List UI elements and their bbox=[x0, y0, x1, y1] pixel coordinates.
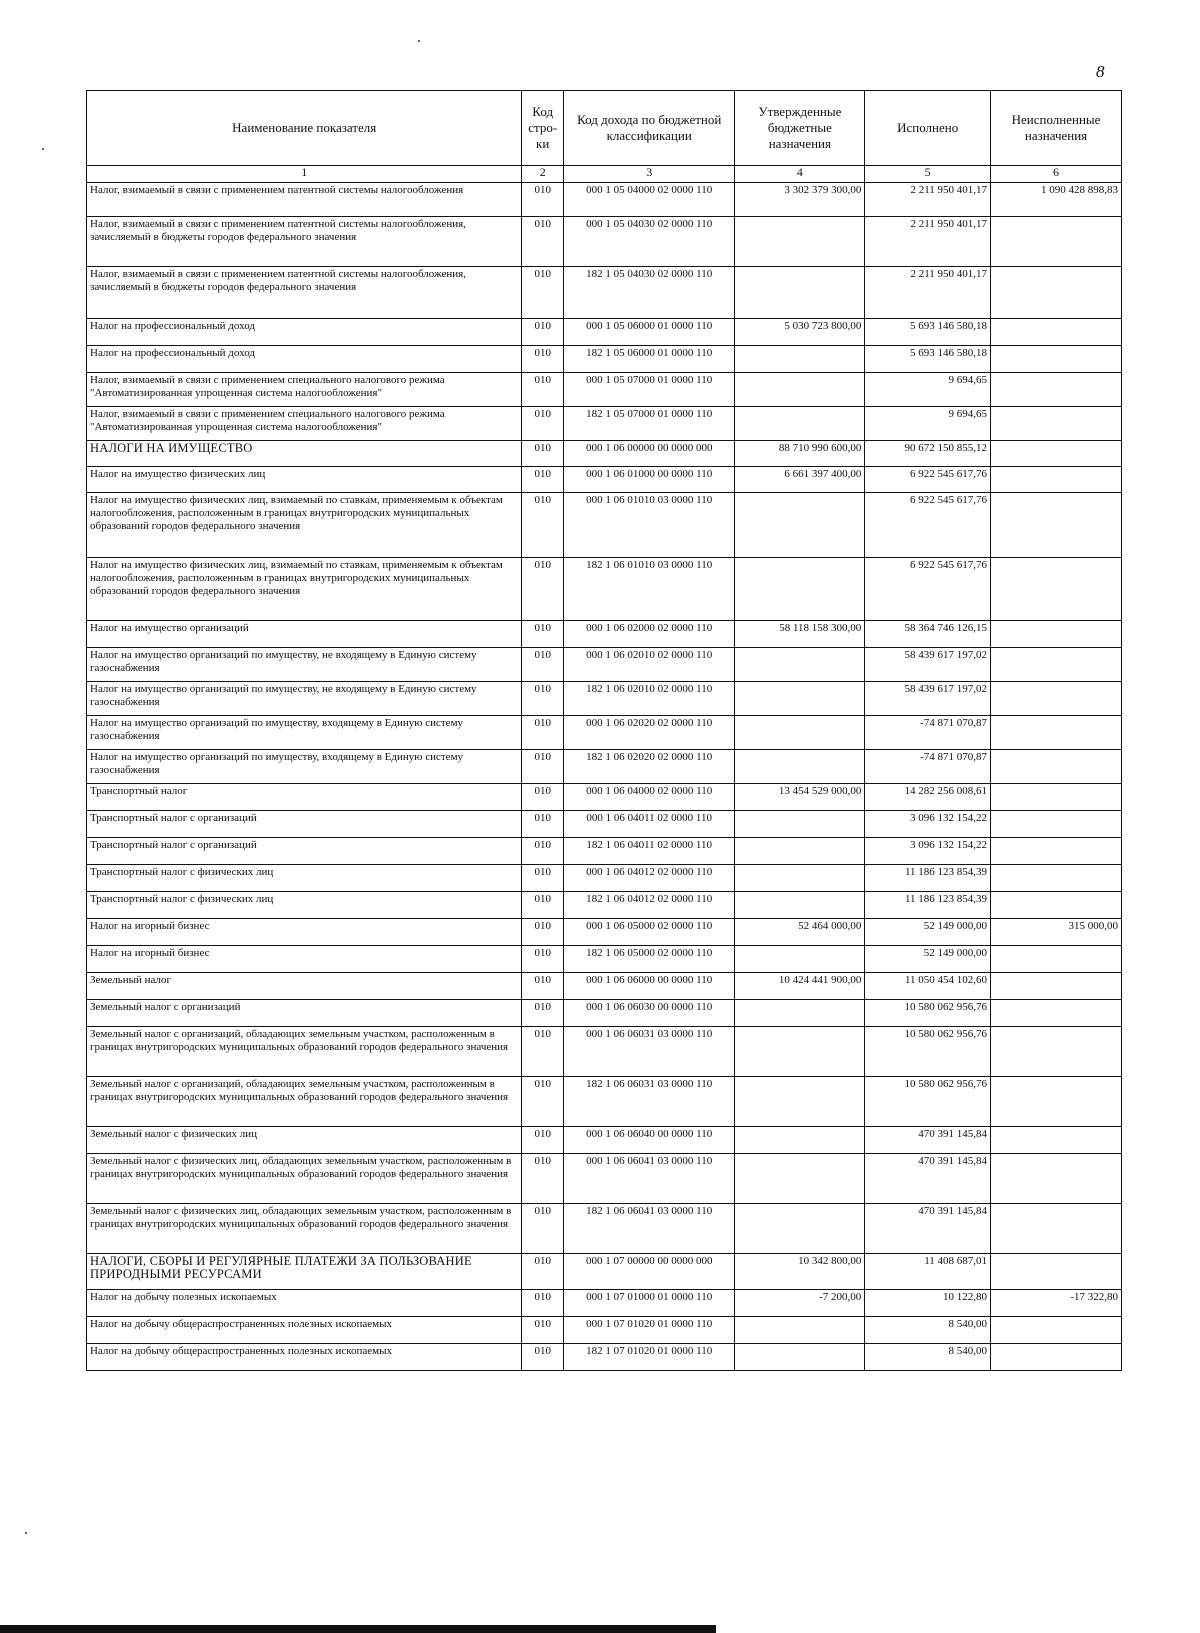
line-code: 010 bbox=[522, 865, 564, 892]
unexecuted-amount bbox=[991, 973, 1122, 1000]
executed-amount: 11 186 123 854,39 bbox=[865, 892, 991, 919]
income-code: 000 1 06 00000 00 0000 000 bbox=[563, 441, 734, 467]
line-code: 010 bbox=[522, 1344, 564, 1371]
unexecuted-amount bbox=[991, 716, 1122, 750]
unexecuted-amount bbox=[991, 1127, 1122, 1154]
approved-amount bbox=[735, 892, 865, 919]
table-row bbox=[87, 784, 1122, 811]
column-number: 4 bbox=[735, 166, 865, 183]
table-row bbox=[87, 319, 1122, 346]
table-row bbox=[87, 838, 1122, 865]
income-code: 000 1 06 06030 00 0000 110 bbox=[563, 1000, 734, 1027]
unexecuted-amount bbox=[991, 1154, 1122, 1204]
unexecuted-amount bbox=[991, 346, 1122, 373]
line-code: 010 bbox=[522, 716, 564, 750]
line-code: 010 bbox=[522, 892, 564, 919]
unexecuted-amount bbox=[991, 1204, 1122, 1254]
executed-amount: 5 693 146 580,18 bbox=[865, 319, 991, 346]
line-code: 010 bbox=[522, 346, 564, 373]
scan-speck bbox=[42, 148, 44, 150]
indicator-name: Транспортный налог с физических лиц bbox=[87, 865, 522, 892]
scan-edge-bar bbox=[0, 1625, 716, 1633]
table-row bbox=[87, 682, 1122, 716]
unexecuted-amount bbox=[991, 784, 1122, 811]
table-row bbox=[87, 865, 1122, 892]
line-code: 010 bbox=[522, 1254, 564, 1290]
indicator-name: НАЛОГИ, СБОРЫ И РЕГУЛЯРНЫЕ ПЛАТЕЖИ ЗА ПОЛЬЗОВАНИЕ ПРИРОДНЫМИ РЕСУРСАМИ bbox=[87, 1254, 522, 1290]
executed-amount: 58 439 617 197,02 bbox=[865, 682, 991, 716]
indicator-name: Земельный налог с организаций, обладающих земельным участком, расположенным в границах внутригородских муниципальных образований городов федерального значения bbox=[87, 1027, 522, 1077]
income-code: 000 1 06 04011 02 0000 110 bbox=[563, 811, 734, 838]
income-code: 182 1 06 02010 02 0000 110 bbox=[563, 682, 734, 716]
income-code: 000 1 06 06031 03 0000 110 bbox=[563, 1027, 734, 1077]
line-code: 010 bbox=[522, 811, 564, 838]
table-row bbox=[87, 346, 1122, 373]
line-code: 010 bbox=[522, 373, 564, 407]
line-code: 010 bbox=[522, 946, 564, 973]
budget-execution-table bbox=[86, 90, 1122, 1371]
approved-amount: 3 302 379 300,00 bbox=[735, 183, 865, 217]
indicator-name: Налог на профессиональный доход bbox=[87, 319, 522, 346]
unexecuted-amount bbox=[991, 682, 1122, 716]
table-row bbox=[87, 183, 1122, 217]
executed-amount: 470 391 145,84 bbox=[865, 1204, 991, 1254]
line-code: 010 bbox=[522, 1317, 564, 1344]
column-number: 2 bbox=[522, 166, 564, 183]
indicator-name: Налог на имущество физических лиц bbox=[87, 467, 522, 493]
income-code: 000 1 06 02000 02 0000 110 bbox=[563, 621, 734, 648]
unexecuted-amount bbox=[991, 267, 1122, 319]
table-row bbox=[87, 1254, 1122, 1290]
indicator-name: Налог, взимаемый в связи с применением специального налогового режима "Автоматизированная упрощенная система налогообложения" bbox=[87, 373, 522, 407]
line-code: 010 bbox=[522, 973, 564, 1000]
income-code: 000 1 07 01000 01 0000 110 bbox=[563, 1290, 734, 1317]
indicator-name: Налог на профессиональный доход bbox=[87, 346, 522, 373]
income-code: 182 1 06 06041 03 0000 110 bbox=[563, 1204, 734, 1254]
unexecuted-amount bbox=[991, 648, 1122, 682]
line-code: 010 bbox=[522, 558, 564, 621]
indicator-name: Налог на добычу полезных ископаемых bbox=[87, 1290, 522, 1317]
header-unexecuted: Неисполненные назначения bbox=[991, 91, 1122, 166]
approved-amount bbox=[735, 1127, 865, 1154]
indicator-name: Налог на добычу общераспространенных полезных ископаемых bbox=[87, 1317, 522, 1344]
executed-amount: 52 149 000,00 bbox=[865, 919, 991, 946]
approved-amount bbox=[735, 750, 865, 784]
approved-amount bbox=[735, 716, 865, 750]
income-code: 000 1 07 01020 01 0000 110 bbox=[563, 1317, 734, 1344]
indicator-name: НАЛОГИ НА ИМУЩЕСТВО bbox=[87, 441, 522, 467]
income-code: 182 1 06 04012 02 0000 110 bbox=[563, 892, 734, 919]
indicator-name: Земельный налог с физических лиц bbox=[87, 1127, 522, 1154]
executed-amount: 6 922 545 617,76 bbox=[865, 467, 991, 493]
table-row bbox=[87, 648, 1122, 682]
column-number: 3 bbox=[563, 166, 734, 183]
income-code: 000 1 07 00000 00 0000 000 bbox=[563, 1254, 734, 1290]
column-number-row bbox=[87, 166, 1122, 183]
line-code: 010 bbox=[522, 1000, 564, 1027]
unexecuted-amount bbox=[991, 441, 1122, 467]
approved-amount bbox=[735, 267, 865, 319]
header-row bbox=[87, 91, 1122, 166]
executed-amount: 9 694,65 bbox=[865, 373, 991, 407]
indicator-name: Земельный налог с организаций, обладающих земельным участком, расположенным в границах внутригородских муниципальных образований городов федерального значения bbox=[87, 1077, 522, 1127]
indicator-name: Налог на добычу общераспространенных полезных ископаемых bbox=[87, 1344, 522, 1371]
income-code: 182 1 05 07000 01 0000 110 bbox=[563, 407, 734, 441]
indicator-name: Налог на игорный бизнес bbox=[87, 919, 522, 946]
table-row bbox=[87, 621, 1122, 648]
indicator-name: Налог на имущество организаций по имуществу, входящему в Единую систему газоснабжения bbox=[87, 716, 522, 750]
table-body bbox=[87, 183, 1122, 1371]
scan-speck bbox=[418, 40, 420, 42]
line-code: 010 bbox=[522, 217, 564, 267]
income-code: 000 1 06 06040 00 0000 110 bbox=[563, 1127, 734, 1154]
table-row bbox=[87, 946, 1122, 973]
executed-amount: 2 211 950 401,17 bbox=[865, 217, 991, 267]
line-code: 010 bbox=[522, 1127, 564, 1154]
line-code: 010 bbox=[522, 621, 564, 648]
income-code: 182 1 06 06031 03 0000 110 bbox=[563, 1077, 734, 1127]
executed-amount: 90 672 150 855,12 bbox=[865, 441, 991, 467]
income-code: 000 1 06 04000 02 0000 110 bbox=[563, 784, 734, 811]
income-code: 000 1 06 02010 02 0000 110 bbox=[563, 648, 734, 682]
indicator-name: Налог на имущество физических лиц, взимаемый по ставкам, применяемым к объектам налогообложения, расположенным в границах внутригородских муниципальных образований городов федерального значения bbox=[87, 558, 522, 621]
approved-amount bbox=[735, 217, 865, 267]
unexecuted-amount bbox=[991, 407, 1122, 441]
line-code: 010 bbox=[522, 441, 564, 467]
table-row bbox=[87, 441, 1122, 467]
unexecuted-amount: 1 090 428 898,83 bbox=[991, 183, 1122, 217]
executed-amount: 58 364 746 126,15 bbox=[865, 621, 991, 648]
executed-amount: 470 391 145,84 bbox=[865, 1127, 991, 1154]
unexecuted-amount bbox=[991, 621, 1122, 648]
header-name: Наименование показателя bbox=[87, 91, 522, 166]
income-code: 000 1 06 06000 00 0000 110 bbox=[563, 973, 734, 1000]
unexecuted-amount bbox=[991, 750, 1122, 784]
indicator-name: Налог на имущество организаций по имуществу, входящему в Единую систему газоснабжения bbox=[87, 750, 522, 784]
unexecuted-amount bbox=[991, 838, 1122, 865]
approved-amount: 6 661 397 400,00 bbox=[735, 467, 865, 493]
column-number: 5 bbox=[865, 166, 991, 183]
approved-amount bbox=[735, 346, 865, 373]
approved-amount bbox=[735, 1317, 865, 1344]
line-code: 010 bbox=[522, 1290, 564, 1317]
executed-amount: 10 122,80 bbox=[865, 1290, 991, 1317]
line-code: 010 bbox=[522, 838, 564, 865]
indicator-name: Земельный налог с физических лиц, обладающих земельным участком, расположенным в границах внутригородских муниципальных образований городов федерального значения bbox=[87, 1204, 522, 1254]
income-code: 182 1 06 01010 03 0000 110 bbox=[563, 558, 734, 621]
table-row bbox=[87, 1154, 1122, 1204]
unexecuted-amount bbox=[991, 467, 1122, 493]
approved-amount: 5 030 723 800,00 bbox=[735, 319, 865, 346]
line-code: 010 bbox=[522, 493, 564, 558]
table-row bbox=[87, 973, 1122, 1000]
executed-amount: 58 439 617 197,02 bbox=[865, 648, 991, 682]
indicator-name: Налог, взимаемый в связи с применением патентной системы налогообложения, зачисляемый в бюджеты городов федерального значения bbox=[87, 267, 522, 319]
line-code: 010 bbox=[522, 648, 564, 682]
approved-amount: 13 454 529 000,00 bbox=[735, 784, 865, 811]
header-executed: Исполнено bbox=[865, 91, 991, 166]
table-row bbox=[87, 892, 1122, 919]
indicator-name: Транспортный налог с физических лиц bbox=[87, 892, 522, 919]
line-code: 010 bbox=[522, 467, 564, 493]
unexecuted-amount bbox=[991, 1254, 1122, 1290]
table-row bbox=[87, 1027, 1122, 1077]
header-line-code: Код стро- ки bbox=[522, 91, 564, 166]
income-code: 000 1 05 04000 02 0000 110 bbox=[563, 183, 734, 217]
line-code: 010 bbox=[522, 319, 564, 346]
table-row bbox=[87, 493, 1122, 558]
indicator-name: Налог, взимаемый в связи с применением патентной системы налогообложения, зачисляемый в бюджеты городов федерального значения bbox=[87, 217, 522, 267]
unexecuted-amount bbox=[991, 1317, 1122, 1344]
unexecuted-amount bbox=[991, 217, 1122, 267]
approved-amount bbox=[735, 1204, 865, 1254]
table-row bbox=[87, 716, 1122, 750]
unexecuted-amount bbox=[991, 811, 1122, 838]
line-code: 010 bbox=[522, 267, 564, 319]
executed-amount: 2 211 950 401,17 bbox=[865, 183, 991, 217]
unexecuted-amount bbox=[991, 558, 1122, 621]
approved-amount bbox=[735, 493, 865, 558]
line-code: 010 bbox=[522, 1154, 564, 1204]
indicator-name: Налог на имущество организаций по имуществу, не входящему в Единую систему газоснабжения bbox=[87, 682, 522, 716]
approved-amount bbox=[735, 865, 865, 892]
approved-amount bbox=[735, 682, 865, 716]
approved-amount bbox=[735, 1077, 865, 1127]
indicator-name: Налог на имущество организаций bbox=[87, 621, 522, 648]
scan-speck bbox=[25, 1532, 27, 1534]
line-code: 010 bbox=[522, 407, 564, 441]
line-code: 010 bbox=[522, 682, 564, 716]
approved-amount bbox=[735, 558, 865, 621]
approved-amount bbox=[735, 838, 865, 865]
approved-amount bbox=[735, 407, 865, 441]
page-number: 8 bbox=[1096, 62, 1105, 81]
approved-amount bbox=[735, 946, 865, 973]
approved-amount bbox=[735, 1027, 865, 1077]
executed-amount: -74 871 070,87 bbox=[865, 716, 991, 750]
income-code: 000 1 05 07000 01 0000 110 bbox=[563, 373, 734, 407]
unexecuted-amount bbox=[991, 892, 1122, 919]
approved-amount bbox=[735, 1000, 865, 1027]
approved-amount bbox=[735, 648, 865, 682]
table-row bbox=[87, 1204, 1122, 1254]
income-code: 000 1 06 04012 02 0000 110 bbox=[563, 865, 734, 892]
indicator-name: Земельный налог с физических лиц, обладающих земельным участком, расположенным в границах внутригородских муниципальных образований городов федерального значения bbox=[87, 1154, 522, 1204]
table-row bbox=[87, 919, 1122, 946]
line-code: 010 bbox=[522, 1077, 564, 1127]
executed-amount: 11 186 123 854,39 bbox=[865, 865, 991, 892]
unexecuted-amount bbox=[991, 1000, 1122, 1027]
table-row bbox=[87, 1290, 1122, 1317]
indicator-name: Налог, взимаемый в связи с применением патентной системы налогообложения bbox=[87, 183, 522, 217]
indicator-name: Налог на имущество физических лиц, взимаемый по ставкам, применяемым к объектам налогообложения, расположенным в границах внутригородских муниципальных образований городов федерального значения bbox=[87, 493, 522, 558]
table-row bbox=[87, 1000, 1122, 1027]
approved-amount: -7 200,00 bbox=[735, 1290, 865, 1317]
column-number: 6 bbox=[991, 166, 1122, 183]
income-code: 000 1 06 01010 03 0000 110 bbox=[563, 493, 734, 558]
indicator-name: Налог на игорный бизнес bbox=[87, 946, 522, 973]
table-row bbox=[87, 467, 1122, 493]
executed-amount: 52 149 000,00 bbox=[865, 946, 991, 973]
executed-amount: 2 211 950 401,17 bbox=[865, 267, 991, 319]
executed-amount: 6 922 545 617,76 bbox=[865, 558, 991, 621]
unexecuted-amount bbox=[991, 1027, 1122, 1077]
unexecuted-amount: 315 000,00 bbox=[991, 919, 1122, 946]
income-code: 182 1 06 05000 02 0000 110 bbox=[563, 946, 734, 973]
table-row bbox=[87, 1344, 1122, 1371]
unexecuted-amount: -17 322,80 bbox=[991, 1290, 1122, 1317]
executed-amount: 14 282 256 008,61 bbox=[865, 784, 991, 811]
approved-amount: 10 342 800,00 bbox=[735, 1254, 865, 1290]
indicator-name: Налог на имущество организаций по имуществу, не входящему в Единую систему газоснабжения bbox=[87, 648, 522, 682]
unexecuted-amount bbox=[991, 319, 1122, 346]
approved-amount bbox=[735, 1154, 865, 1204]
executed-amount: 10 580 062 956,76 bbox=[865, 1000, 991, 1027]
indicator-name: Транспортный налог bbox=[87, 784, 522, 811]
approved-amount: 10 424 441 900,00 bbox=[735, 973, 865, 1000]
table-row bbox=[87, 1127, 1122, 1154]
executed-amount: 10 580 062 956,76 bbox=[865, 1027, 991, 1077]
table-row bbox=[87, 558, 1122, 621]
indicator-name: Земельный налог bbox=[87, 973, 522, 1000]
table-row bbox=[87, 1077, 1122, 1127]
unexecuted-amount bbox=[991, 493, 1122, 558]
line-code: 010 bbox=[522, 1027, 564, 1077]
income-code: 182 1 06 04011 02 0000 110 bbox=[563, 838, 734, 865]
executed-amount: 3 096 132 154,22 bbox=[865, 838, 991, 865]
executed-amount: 5 693 146 580,18 bbox=[865, 346, 991, 373]
income-code: 182 1 07 01020 01 0000 110 bbox=[563, 1344, 734, 1371]
approved-amount: 58 118 158 300,00 bbox=[735, 621, 865, 648]
table-row bbox=[87, 1317, 1122, 1344]
table-row bbox=[87, 811, 1122, 838]
line-code: 010 bbox=[522, 919, 564, 946]
indicator-name: Транспортный налог с организаций bbox=[87, 838, 522, 865]
table-row bbox=[87, 217, 1122, 267]
header-approved: Утвержденные бюджетные назначения bbox=[735, 91, 865, 166]
income-code: 000 1 06 01000 00 0000 110 bbox=[563, 467, 734, 493]
executed-amount: 9 694,65 bbox=[865, 407, 991, 441]
line-code: 010 bbox=[522, 750, 564, 784]
executed-amount: 11 408 687,01 bbox=[865, 1254, 991, 1290]
header-income-code: Код дохода по бюджетной классификации bbox=[563, 91, 734, 166]
indicator-name: Земельный налог с организаций bbox=[87, 1000, 522, 1027]
approved-amount: 88 710 990 600,00 bbox=[735, 441, 865, 467]
executed-amount: 3 096 132 154,22 bbox=[865, 811, 991, 838]
income-code: 000 1 05 06000 01 0000 110 bbox=[563, 319, 734, 346]
executed-amount: 6 922 545 617,76 bbox=[865, 493, 991, 558]
income-code: 000 1 05 04030 02 0000 110 bbox=[563, 217, 734, 267]
approved-amount: 52 464 000,00 bbox=[735, 919, 865, 946]
approved-amount bbox=[735, 811, 865, 838]
executed-amount: 11 050 454 102,60 bbox=[865, 973, 991, 1000]
approved-amount bbox=[735, 1344, 865, 1371]
indicator-name: Транспортный налог с организаций bbox=[87, 811, 522, 838]
line-code: 010 bbox=[522, 1204, 564, 1254]
unexecuted-amount bbox=[991, 946, 1122, 973]
table-row bbox=[87, 407, 1122, 441]
income-code: 182 1 05 04030 02 0000 110 bbox=[563, 267, 734, 319]
approved-amount bbox=[735, 373, 865, 407]
line-code: 010 bbox=[522, 784, 564, 811]
unexecuted-amount bbox=[991, 1344, 1122, 1371]
income-code: 000 1 06 02020 02 0000 110 bbox=[563, 716, 734, 750]
unexecuted-amount bbox=[991, 1077, 1122, 1127]
line-code: 010 bbox=[522, 183, 564, 217]
indicator-name: Налог, взимаемый в связи с применением специального налогового режима "Автоматизированная упрощенная система налогообложения" bbox=[87, 407, 522, 441]
executed-amount: -74 871 070,87 bbox=[865, 750, 991, 784]
unexecuted-amount bbox=[991, 865, 1122, 892]
unexecuted-amount bbox=[991, 373, 1122, 407]
executed-amount: 8 540,00 bbox=[865, 1317, 991, 1344]
table-row bbox=[87, 373, 1122, 407]
income-code: 182 1 05 06000 01 0000 110 bbox=[563, 346, 734, 373]
table-row bbox=[87, 267, 1122, 319]
executed-amount: 8 540,00 bbox=[865, 1344, 991, 1371]
income-code: 000 1 06 05000 02 0000 110 bbox=[563, 919, 734, 946]
table-row bbox=[87, 750, 1122, 784]
income-code: 000 1 06 06041 03 0000 110 bbox=[563, 1154, 734, 1204]
column-number: 1 bbox=[87, 166, 522, 183]
executed-amount: 470 391 145,84 bbox=[865, 1154, 991, 1204]
income-code: 182 1 06 02020 02 0000 110 bbox=[563, 750, 734, 784]
executed-amount: 10 580 062 956,76 bbox=[865, 1077, 991, 1127]
